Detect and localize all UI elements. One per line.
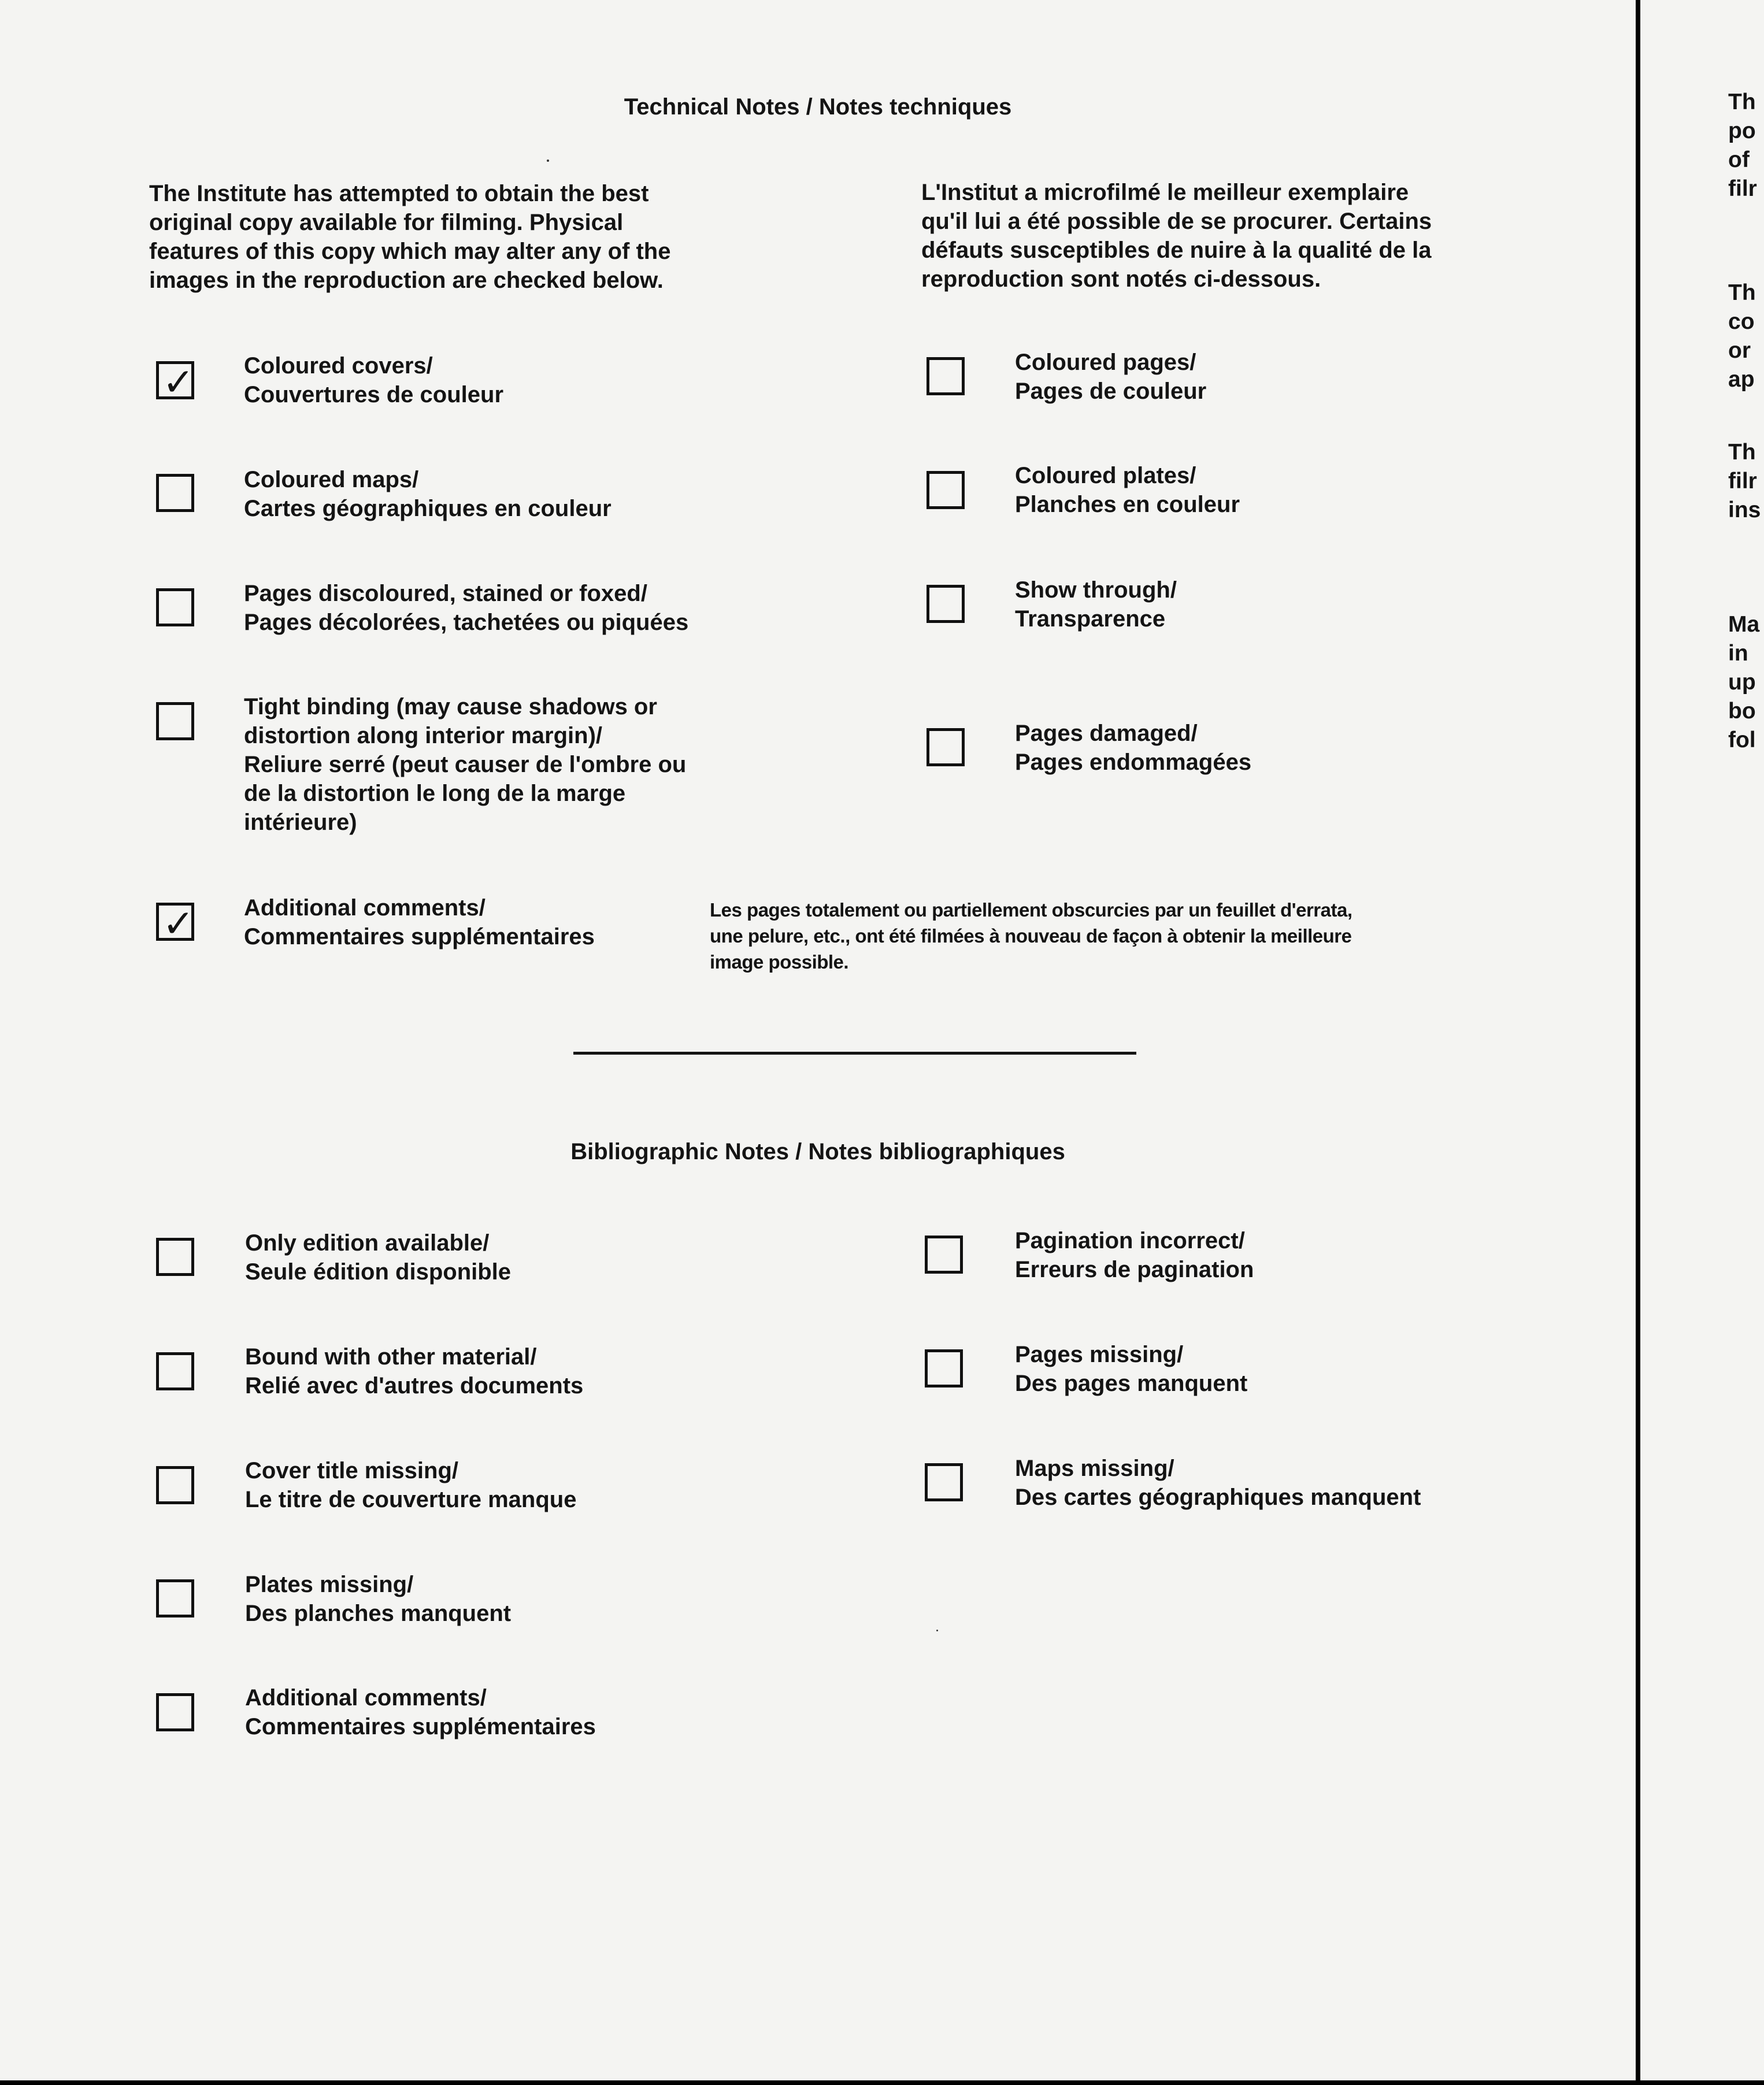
intro-english: The Institute has attempted to obtain the best original copy available for filming. Physical features of this copy which may alter any of the images in the reproduction are checked below. xyxy=(149,181,671,293)
checkbox-coloured-covers[interactable] xyxy=(156,360,195,405)
section-divider xyxy=(573,1052,1136,1055)
checkmark-icon: ✓ xyxy=(162,901,195,946)
checkbox-coloured-pages[interactable] xyxy=(927,357,965,395)
label-pages-damaged: Pages damaged/ Pages endommagées xyxy=(1015,721,1252,775)
additional-comments-text: Les pages totalement ou partiellement obscurcies par un feuillet d'errata, une pelure, etc., ont été filmées à nouveau de façon à obtenir la meilleure image possible. xyxy=(710,899,1352,973)
adjacent-page-paragraph: Th filr ins xyxy=(1728,440,1761,522)
checkbox-additional-comments-technical[interactable] xyxy=(156,901,195,946)
checkmark-icon: ✓ xyxy=(162,360,195,405)
label-pages-missing: Pages missing/ Des pages manquent xyxy=(1015,1342,1248,1396)
checkbox-pages-damaged[interactable] xyxy=(927,728,965,766)
label-coloured-pages: Coloured pages/ Pages de couleur xyxy=(1015,350,1207,404)
label-coloured-plates: Coloured plates/ Planches en couleur xyxy=(1015,463,1240,517)
label-pagination-incorrect: Pagination incorrect/ Erreurs de pagination xyxy=(1015,1228,1254,1282)
intro-french: L'Institut a microfilmé le meilleur exemplaire qu'il lui a été possible de se procurer. Certains défauts susceptibles de nuire à la qualité de la reproduction sont notés ci-dessous. xyxy=(921,180,1432,292)
checkbox-bound-with[interactable] xyxy=(156,1352,194,1390)
label-maps-missing: Maps missing/ Des cartes géographiques manquent xyxy=(1015,1456,1421,1510)
adjacent-page-paragraph: Th co or ap xyxy=(1728,280,1756,392)
checkbox-tight-binding[interactable] xyxy=(156,702,194,740)
checkbox-coloured-maps[interactable] xyxy=(156,474,194,512)
technical-notes-heading: Technical Notes / Notes techniques xyxy=(624,94,1012,120)
label-additional-comments-bibliographic: Additional comments/ Commentaires supplémentaires xyxy=(245,1685,596,1739)
checkbox-pages-missing[interactable] xyxy=(925,1349,963,1387)
label-cover-title-missing: Cover title missing/ Le titre de couverture manque xyxy=(245,1458,577,1512)
label-additional-comments-technical: Additional comments/ Commentaires supplémentaires xyxy=(244,895,595,949)
checkbox-cover-title-missing[interactable] xyxy=(156,1466,194,1504)
label-tight-binding: Tight binding (may cause shadows or distortion along interior margin)/ Reliure serré (peut causer de l'ombre ou de la distortion le long de la marge intérieure) xyxy=(244,694,687,835)
dust-speck xyxy=(547,159,549,162)
checkbox-pagination-incorrect[interactable] xyxy=(925,1236,963,1274)
dust-speck xyxy=(936,1630,938,1631)
adjacent-page-paragraph: Ma in up bo fol xyxy=(1728,612,1760,752)
adjacent-page-paragraph: Th po of filr xyxy=(1728,90,1757,201)
checkbox-additional-comments-bibliographic[interactable] xyxy=(156,1693,194,1731)
checkbox-plates-missing[interactable] xyxy=(156,1579,194,1617)
checkbox-maps-missing[interactable] xyxy=(925,1463,963,1501)
checkbox-pages-discoloured[interactable] xyxy=(156,588,194,626)
label-plates-missing: Plates missing/ Des planches manquent xyxy=(245,1572,512,1626)
label-coloured-covers: Coloured covers/ Couvertures de couleur xyxy=(244,353,504,407)
checkbox-coloured-plates[interactable] xyxy=(927,471,965,509)
checkbox-only-edition[interactable] xyxy=(156,1238,194,1276)
label-only-edition: Only edition available/ Seule édition disponible xyxy=(245,1230,512,1285)
label-pages-discoloured: Pages discoloured, stained or foxed/ Pages décolorées, tachetées ou piquées xyxy=(244,581,689,635)
checkbox-show-through[interactable] xyxy=(927,585,965,623)
label-coloured-maps: Coloured maps/ Cartes géographiques en couleur xyxy=(244,467,612,521)
label-bound-with: Bound with other material/ Relié avec d'autres documents xyxy=(245,1344,584,1398)
bibliographic-notes-heading: Bibliographic Notes / Notes bibliographiques xyxy=(570,1139,1065,1164)
label-show-through: Show through/ Transparence xyxy=(1015,577,1177,632)
